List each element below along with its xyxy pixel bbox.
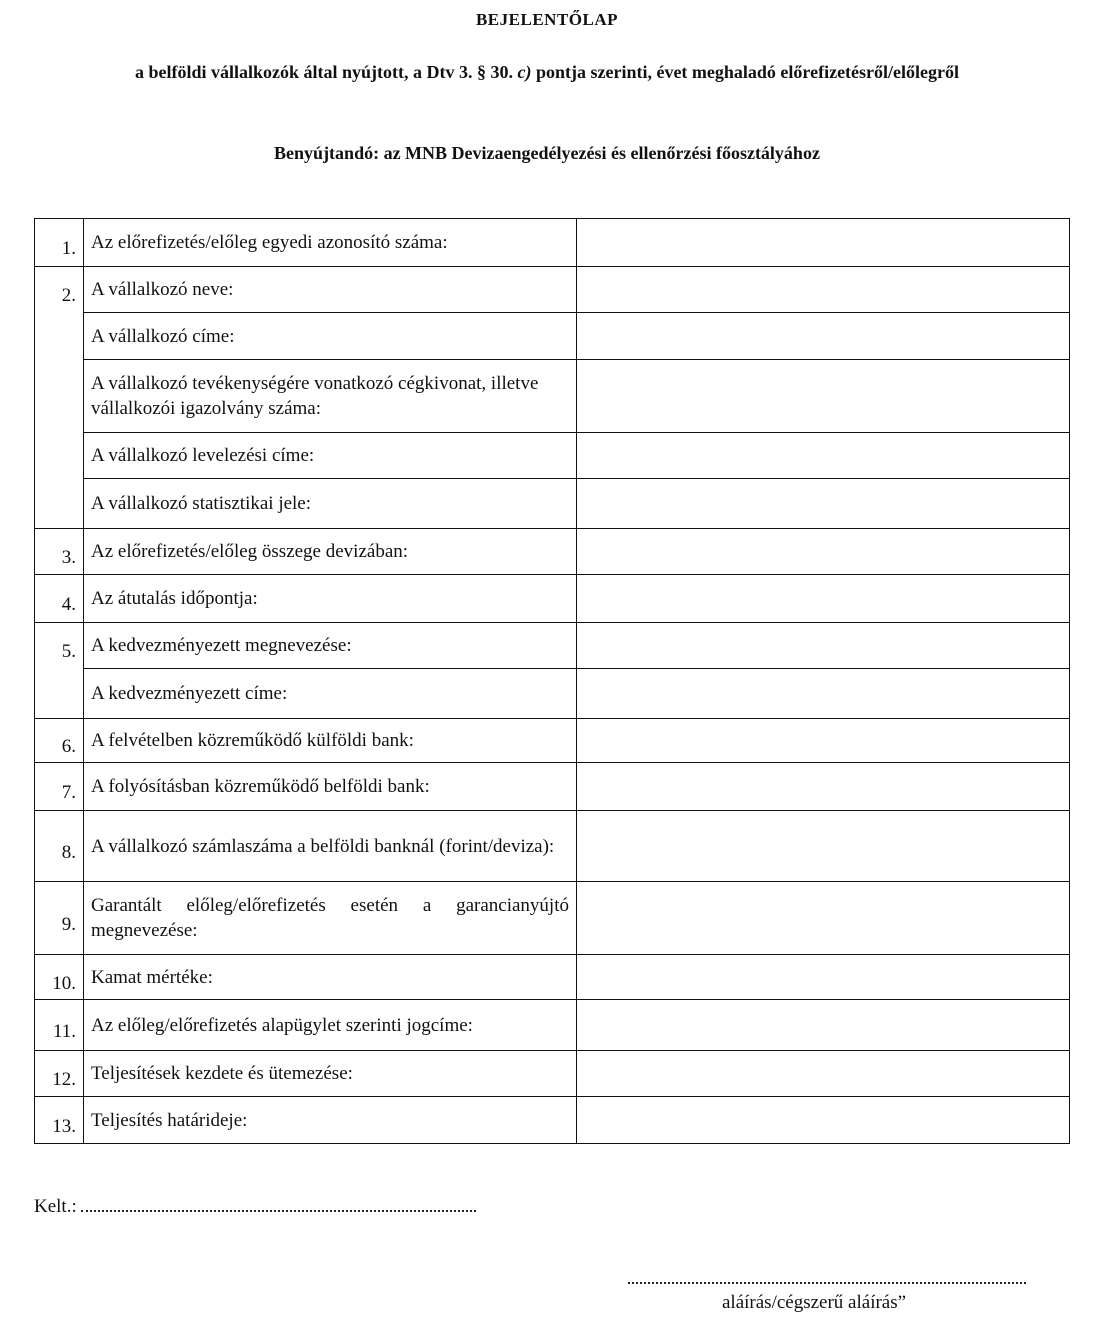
row-label: A vállalkozó tevékenységére vonatkozó cégkivonat, illetve vállalkozói igazolvány száma:: [84, 360, 577, 433]
row-label: Kamat mértéke:: [84, 955, 577, 1000]
row-value-field[interactable]: [577, 219, 1070, 267]
form-row: [35, 811, 1070, 882]
row-number: 10.: [35, 955, 84, 1000]
row-label: A vállalkozó statisztikai jele:: [84, 479, 577, 529]
subtitle-pre: a belföldi vállalkozók által nyújtott, a Dtv 3. § 30.: [134, 62, 513, 82]
row-value-field[interactable]: [577, 1051, 1070, 1097]
row-value-field[interactable]: [577, 313, 1070, 360]
submit-to-note: Benyújtandó: az MNB Devizaengedélyezési és ellenőrzési főosztályához: [274, 143, 820, 163]
row-value-field[interactable]: [577, 669, 1070, 719]
form-row: [35, 219, 1070, 267]
form-row: [35, 882, 1070, 955]
subtitle-italic: c): [517, 62, 532, 82]
row-number: 7.: [35, 763, 84, 811]
row-number: 1.: [35, 219, 84, 267]
row-value-field[interactable]: [577, 763, 1070, 811]
row-value-field[interactable]: [577, 882, 1070, 955]
row-number: 11.: [35, 1000, 84, 1051]
kelt-dotted-field[interactable]: [81, 1198, 476, 1212]
row-label: Garantált előleg/előrefizetés esetén a garancianyújtó megnevezése:: [84, 882, 577, 955]
form-row: [35, 529, 1070, 575]
row-value-field[interactable]: [577, 479, 1070, 529]
row-number: 2.: [35, 267, 84, 313]
row-value-field[interactable]: [577, 1000, 1070, 1051]
form-row: [35, 669, 1070, 719]
form-row: [35, 479, 1070, 529]
row-label: A vállalkozó neve:: [84, 267, 577, 313]
row-value-field[interactable]: [577, 267, 1070, 313]
row-value-field[interactable]: [577, 955, 1070, 1000]
form-row: [35, 575, 1070, 623]
subtitle-post: pontja szerinti, évet meghaladó előrefizetésről/előlegről: [535, 62, 960, 82]
row-label: A vállalkozó levelezési címe:: [84, 433, 577, 479]
form-row: [35, 1097, 1070, 1144]
row-number: 5.: [35, 623, 84, 669]
row-number: 4.: [35, 575, 84, 623]
row-number: 12.: [35, 1051, 84, 1097]
row-label: Az átutalás időpontja:: [84, 575, 577, 623]
row-label: Az előleg/előrefizetés alapügylet szerinti jogcíme:: [84, 1000, 577, 1051]
row-label: A felvételben közreműködő külföldi bank:: [84, 719, 577, 763]
row-label: Teljesítések kezdete és ütemezése:: [84, 1051, 577, 1097]
row-label: A vállalkozó címe:: [84, 313, 577, 360]
form-row: [35, 955, 1070, 1000]
row-number: [35, 313, 84, 360]
row-number: [35, 479, 84, 529]
row-value-field[interactable]: [577, 433, 1070, 479]
form-row: [35, 1000, 1070, 1051]
form-row: [35, 763, 1070, 811]
row-number: [35, 360, 84, 433]
form-row: [35, 360, 1070, 433]
signature-label: aláírás/cégszerű aláírás”: [722, 1292, 907, 1313]
row-number: 13.: [35, 1097, 84, 1144]
signature-dotted-line[interactable]: [628, 1278, 1026, 1284]
row-value-field[interactable]: [577, 1097, 1070, 1144]
form-row: [35, 719, 1070, 763]
form-subtitle: [0, 62, 1094, 83]
form-row: [35, 267, 1070, 313]
row-value-field[interactable]: [577, 529, 1070, 575]
form-title: BEJELENTŐLAP: [475, 10, 619, 29]
row-number: 6.: [35, 719, 84, 763]
row-label: A folyósításban közreműködő belföldi bank:: [84, 763, 577, 811]
row-number: 8.: [35, 811, 84, 882]
row-number: [35, 433, 84, 479]
report-form-table: [34, 218, 1070, 1144]
kelt-label: Kelt.:: [34, 1196, 77, 1217]
row-value-field[interactable]: [577, 719, 1070, 763]
row-label: A kedvezményezett megnevezése:: [84, 623, 577, 669]
row-value-field[interactable]: [577, 360, 1070, 433]
form-row: [35, 313, 1070, 360]
form-row: [35, 1051, 1070, 1097]
row-number: 3.: [35, 529, 84, 575]
form-row: [35, 433, 1070, 479]
row-label: A kedvezményezett címe:: [84, 669, 577, 719]
row-value-field[interactable]: [577, 575, 1070, 623]
row-value-field[interactable]: [577, 811, 1070, 882]
row-number: 9.: [35, 882, 84, 955]
row-value-field[interactable]: [577, 623, 1070, 669]
row-label: Az előrefizetés/előleg összege devizában:: [84, 529, 577, 575]
row-label: A vállalkozó számlaszáma a belföldi banknál (forint/deviza):: [84, 811, 577, 882]
row-number: [35, 669, 84, 719]
row-label: Teljesítés határideje:: [84, 1097, 577, 1144]
row-label: Az előrefizetés/előleg egyedi azonosító száma:: [84, 219, 577, 267]
date-place-line: [34, 1196, 476, 1218]
form-row: [35, 623, 1070, 669]
